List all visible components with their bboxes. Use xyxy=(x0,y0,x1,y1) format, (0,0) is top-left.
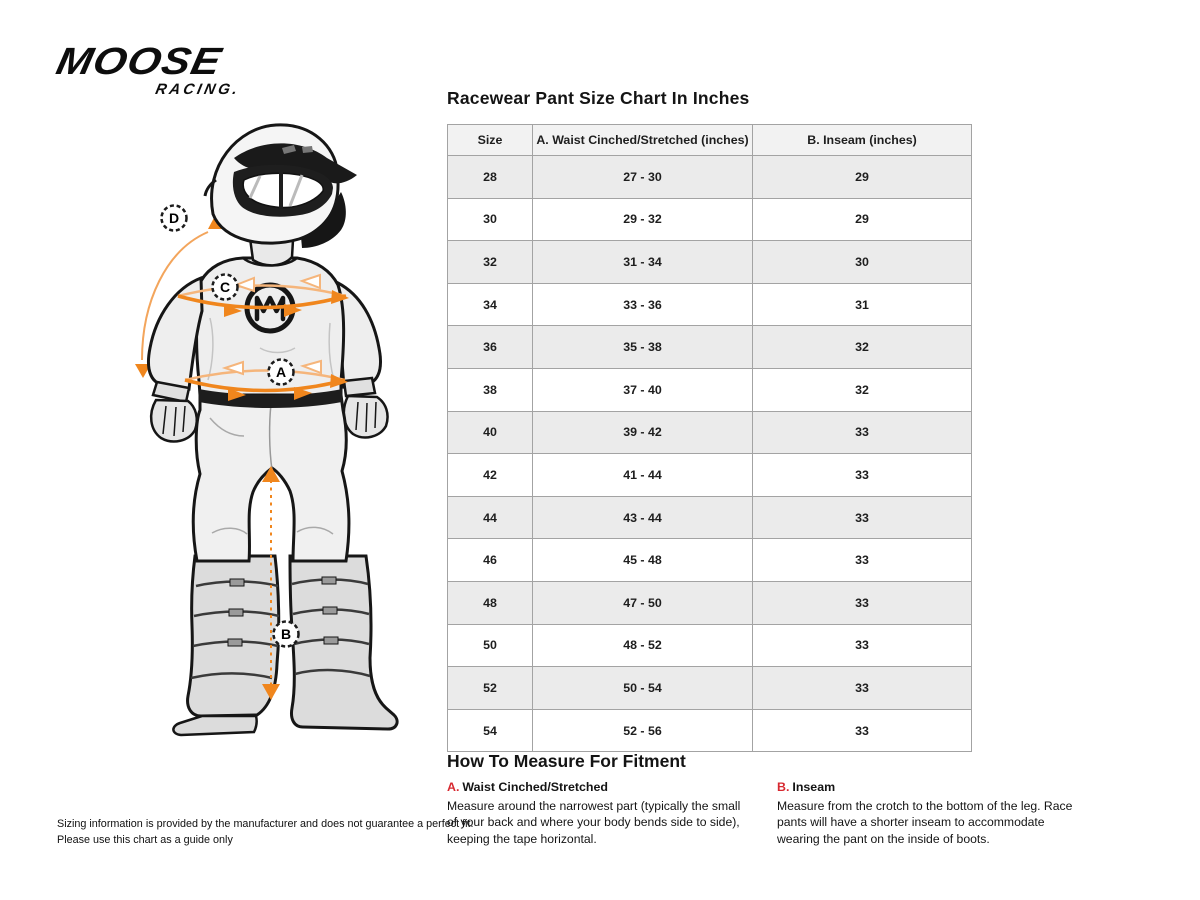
size-cell: 33 xyxy=(753,411,972,454)
size-row xyxy=(448,326,972,369)
size-cell: 33 xyxy=(753,496,972,539)
col-header-size: Size xyxy=(448,125,533,156)
size-cell: 32 xyxy=(753,326,972,369)
measure-name-waist: Waist Cinched/Stretched xyxy=(462,780,608,794)
disclaimer xyxy=(57,817,474,848)
size-cell: 34 xyxy=(448,283,533,326)
measure-label-d xyxy=(162,206,187,231)
size-cell: 54 xyxy=(448,709,533,752)
size-cell: 29 - 32 xyxy=(533,198,753,241)
rider-measurement-illustration xyxy=(50,118,440,753)
size-cell: 28 xyxy=(448,156,533,199)
size-cell: 52 - 56 xyxy=(533,709,753,752)
size-cell: 50 - 54 xyxy=(533,667,753,710)
measure-heading-waist xyxy=(447,779,745,796)
measure-label-a xyxy=(269,360,294,385)
size-cell: 40 xyxy=(448,411,533,454)
svg-text:C: C xyxy=(219,279,231,295)
size-cell: 50 xyxy=(448,624,533,667)
size-cell: 46 xyxy=(448,539,533,582)
helmet xyxy=(205,125,357,265)
size-chart-title: Racewear Pant Size Chart In Inches xyxy=(447,88,750,108)
size-row xyxy=(448,581,972,624)
how-to-measure-title: How To Measure For Fitment xyxy=(447,751,686,771)
size-row xyxy=(448,411,972,454)
size-cell: 37 - 40 xyxy=(533,368,753,411)
size-cell: 27 - 30 xyxy=(533,156,753,199)
size-cell: 33 xyxy=(753,709,972,752)
size-cell: 31 xyxy=(753,283,972,326)
size-cell: 45 - 48 xyxy=(533,539,753,582)
size-cell: 33 xyxy=(753,581,972,624)
size-row xyxy=(448,283,972,326)
size-row xyxy=(448,709,972,752)
col-header-inseam: B. Inseam (inches) xyxy=(753,125,972,156)
size-cell: 33 xyxy=(753,624,972,667)
size-cell: 32 xyxy=(753,368,972,411)
size-row xyxy=(448,198,972,241)
size-cell: 52 xyxy=(448,667,533,710)
size-row xyxy=(448,496,972,539)
size-cell: 35 - 38 xyxy=(533,326,753,369)
size-cell: 36 xyxy=(448,326,533,369)
measure-letter-b: B. xyxy=(777,780,790,794)
disclaimer-line-2: Please use this chart as a guide only xyxy=(57,833,233,846)
left-arm xyxy=(148,278,202,441)
size-cell: 33 - 36 xyxy=(533,283,753,326)
size-row xyxy=(448,368,972,411)
measure-desc-waist: Measure around the narrowest part (typically the small of your back and where your body bends side to side), keeping the tape horizontal. xyxy=(447,798,741,847)
logo-moose-text: MOOSE xyxy=(52,41,226,83)
measure-desc-inseam: Measure from the crotch to the bottom of the leg. Race pants will have a shorter inseam to accommodate wearing the pant on the inside of boots. xyxy=(777,798,1073,847)
size-cell: 42 xyxy=(448,454,533,497)
size-row xyxy=(448,454,972,497)
size-row xyxy=(448,667,972,710)
size-cell: 48 xyxy=(448,581,533,624)
size-cell: 33 xyxy=(753,667,972,710)
logo-racing-text: RACING. xyxy=(153,81,242,99)
size-row xyxy=(448,241,972,284)
measure-heading-inseam xyxy=(777,779,1089,796)
svg-text:D: D xyxy=(168,210,180,226)
size-row xyxy=(448,624,972,667)
size-cell: 39 - 42 xyxy=(533,411,753,454)
size-cell: 43 - 44 xyxy=(533,496,753,539)
size-cell: 29 xyxy=(753,198,972,241)
svg-text:B: B xyxy=(280,626,292,642)
svg-text:A: A xyxy=(275,364,287,380)
size-row xyxy=(448,156,972,199)
moose-racing-logo xyxy=(52,41,242,99)
size-cell: 41 - 44 xyxy=(533,454,753,497)
size-cell: 31 - 34 xyxy=(533,241,753,284)
size-cell: 32 xyxy=(448,241,533,284)
size-cell: 33 xyxy=(753,539,972,582)
size-cell: 30 xyxy=(753,241,972,284)
size-cell: 48 - 52 xyxy=(533,624,753,667)
measure-label-b xyxy=(274,622,299,647)
size-row xyxy=(448,539,972,582)
col-header-waist: A. Waist Cinched/Stretched (inches) xyxy=(533,125,753,156)
size-cell: 29 xyxy=(753,156,972,199)
disclaimer-line-1: Sizing information is provided by the manufacturer and does not guarantee a perfect fit. xyxy=(57,818,474,830)
measure-instruction-inseam xyxy=(777,779,1089,848)
size-cell: 47 - 50 xyxy=(533,581,753,624)
header-row xyxy=(448,125,972,156)
measure-name-inseam: Inseam xyxy=(792,780,836,794)
size-cell: 30 xyxy=(448,198,533,241)
size-cell: 33 xyxy=(753,454,972,497)
measure-label-c xyxy=(213,275,238,300)
measure-letter-a: A. xyxy=(447,780,460,794)
size-cell: 44 xyxy=(448,496,533,539)
measure-instruction-waist xyxy=(447,779,745,848)
size-chart-table xyxy=(447,124,972,752)
size-cell: 38 xyxy=(448,368,533,411)
